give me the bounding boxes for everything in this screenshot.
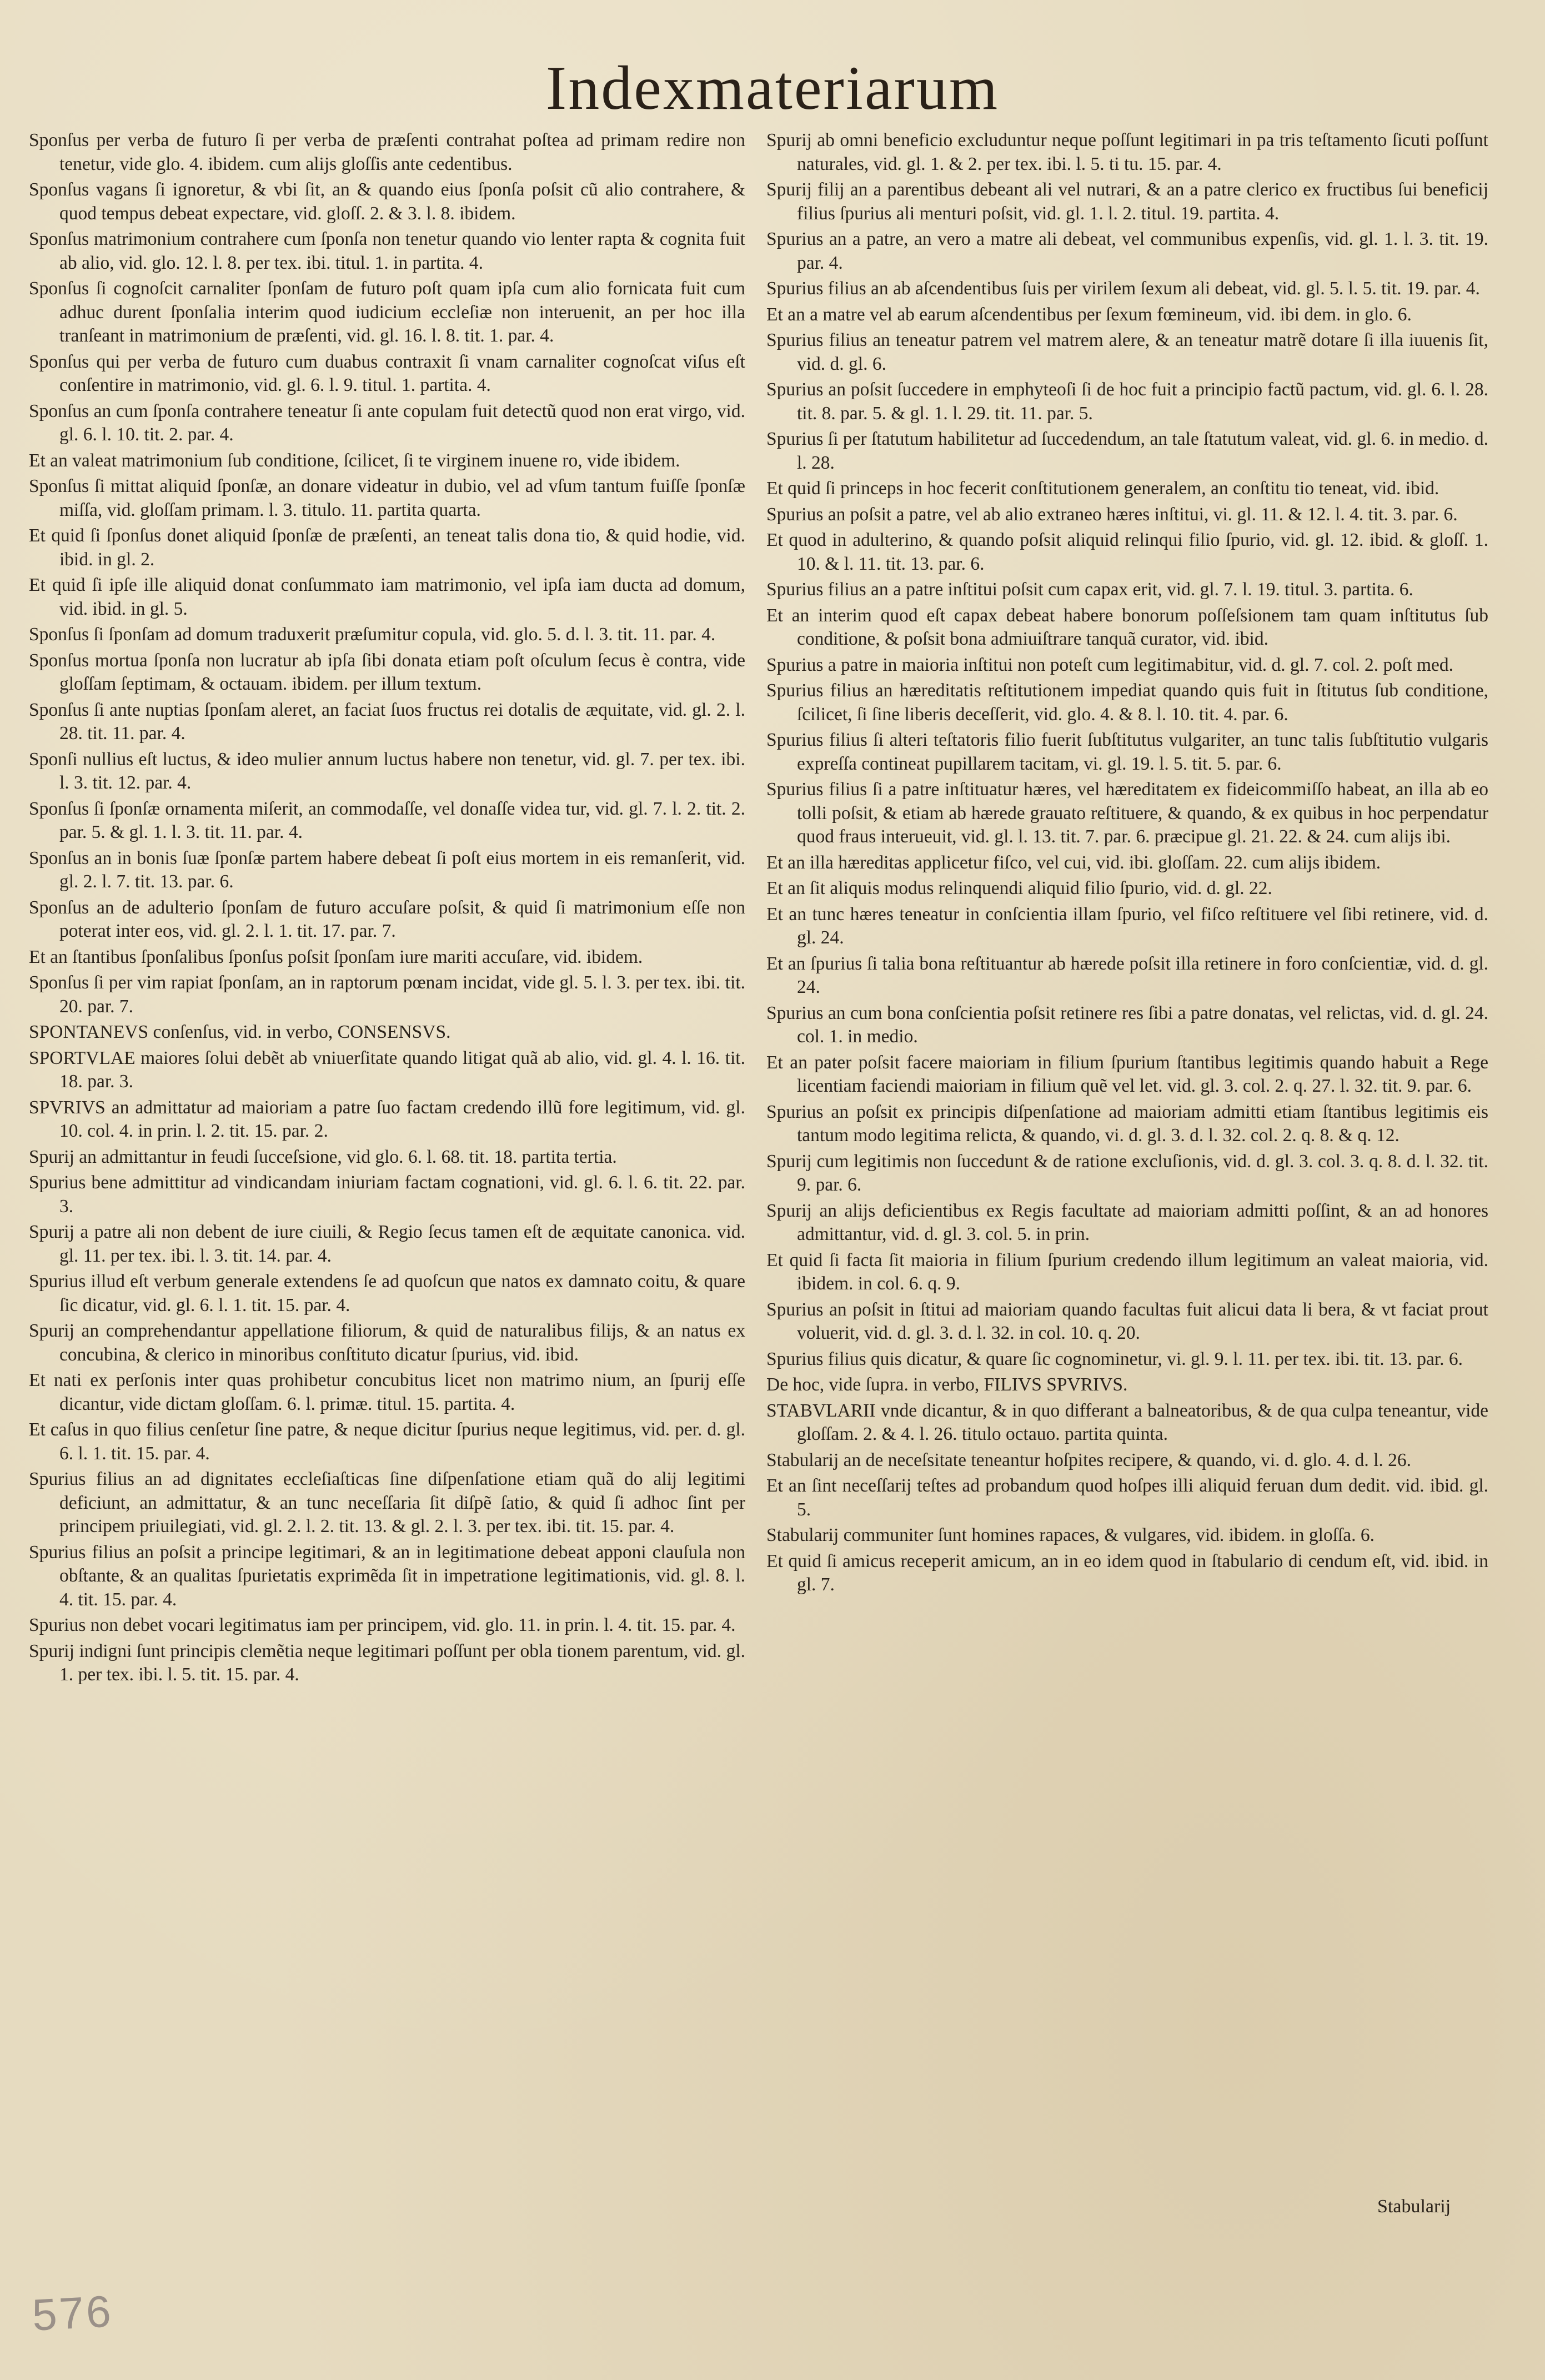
index-entry: Sponſus vagans ſi ignoretur, & vbi ſit, an & quando eius ſponſa poſsit cũ alio contrahere, & quod tempus debeat expectare, vid. gloſſ. 2. & 3. l. 8. ibidem.	[29, 179, 745, 224]
catchword: Stabularij	[1377, 2196, 1451, 2217]
index-entry: SPORTVLAE maiores ſolui debẽt ab vniuerſitate quando litigat quã ab alio, vid. gl. 4. l. 16. tit. 18. par. 3.	[29, 1047, 745, 1092]
index-entry: Spurius bene admittitur ad vindicandam iniuriam factam cognationi, vid. gl. 6. l. 6. tit. 22. par. 3.	[29, 1172, 745, 1217]
index-entry: Spurij cum legitimis non ſuccedunt & de ratione excluſionis, vid. d. gl. 3. col. 3. q. 8. d. l. 32. tit. 9. par. 6.	[766, 1151, 1488, 1195]
index-entry: Spurius ſi per ſtatutum habilitetur ad ſuccedendum, an tale ſtatutum valeat, vid. gl. 6. in medio. d. l. 28.	[766, 429, 1488, 473]
index-entry: Spurij an alijs deficientibus ex Regis facultate ad maioriam admitti poſſint, & an ad honores admittantur, vid. d. gl. 3. col. 5. in prin.	[766, 1200, 1488, 1244]
index-entry: Spurius filius an hæreditatis reſtitutionem impediat quando quis fuit in ſtitutus ſub conditione, ſcilicet, ſi ſine liberis deceſſerit, vid. glo. 4. & 8. l. 10. tit. 4. par. 6.	[766, 680, 1488, 725]
index-entry: Sponſus mortua ſponſa non lucratur ab ipſa ſibi donata etiam poſt oſculum ſecus è contra, vide gloſſam ſeptimam, & octauam. ibidem. per illum textum.	[29, 650, 745, 694]
index-entry: Sponſus ſi ſponſam ad domum traduxerit præſumitur copula, vid. glo. 5. d. l. 3. tit. 11. par. 4.	[29, 624, 716, 645]
index-entry: Spurius filius ſi alteri teſtatoris filio fuerit ſubſtitutus vulgariter, an tunc talis ſubſtitutio vulgaris expreſſa contineat pupillarem tacitam, vi. gl. 19. l. 5. tit. 5. par. 6.	[766, 730, 1488, 774]
index-entry: Spurius an poſsit ex principis diſpenſatione ad maioriam admitti etiam ſtantibus legitimis eis tantum modo legitima relicta, & quando, vi. d. gl. 3. d. l. 32. col. 2. q. 8. & q. 12.	[766, 1101, 1488, 1146]
index-entry: Spurius filius quis dicatur, & quare ſic cognominetur, vi. gl. 9. l. 11. per tex. ibi. tit. 13. par. 6.	[766, 1348, 1463, 1369]
index-entry: Et quid ſi ſponſus donet aliquid ſponſæ de præſenti, an teneat talis dona tio, & quid hodie, vid. ibid. in gl. 2.	[29, 525, 745, 570]
right-column	[766, 129, 1488, 1599]
index-entry: Sponſus an de adulterio ſponſam de futuro accuſare poſsit, & quid ſi matrimonium eſſe non poterat inter eos, vid. gl. 2. l. 1. tit. 17. par. 7.	[29, 897, 745, 941]
index-entry: Et an ſit aliquis modus relinquendi aliquid filio ſpurio, vid. d. gl. 22.	[766, 878, 1272, 898]
index-entry: Sponſus ſi ſponſæ ornamenta miſerit, an commodaſſe, vel donaſſe videa tur, vid. gl. 7. l. 2. tit. 2. par. 5. & gl. 1. l. 3. tit. 11. par. 4.	[29, 798, 745, 842]
index-entry: Spurij indigni ſunt principis clemẽtia neque legitimari poſſunt per obla tionem parentum, vid. gl. 1. per tex. ibi. l. 5. tit. 15. par. 4.	[29, 1640, 745, 1685]
index-entry: Spurij an comprehendantur appellatione filiorum, & quid de naturalibus filijs, & an natus ex concubina, & clerico in minoribus conſtituto dicatur ſpurius, vid. ibid.	[29, 1320, 745, 1365]
index-entry: STABVLARII vnde dicantur, & in quo differant a balneatoribus, & de qua culpa teneantur, vide gloſſam. 2. & 4. l. 26. titulo octauo. partita quinta.	[766, 1400, 1488, 1444]
index-entry: Spurius illud eſt verbum generale extendens ſe ad quoſcun que natos ex damnato coitu, & quare ſic dicatur, vid. gl. 6. l. 1. tit. 15. par. 4.	[29, 1271, 745, 1315]
index-entry: Sponſus an cum ſponſa contrahere teneatur ſi ante copulam fuit detectũ quod non erat virgo, vid. gl. 6. l. 10. tit. 2. par. 4.	[29, 400, 745, 445]
index-entry: Sponſi nullius eſt luctus, & ideo mulier annum luctus habere non tenetur, vid. gl. 7. per tex. ibi. l. 3. tit. 12. par. 4.	[29, 749, 745, 793]
index-entry: Spurius filius an ad dignitates eccleſiaſticas ſine diſpenſatione etiam quã do alij legitimi deficiunt, an admittatur, & an tunc neceſſaria ſit diſpẽ ſatio, & quid ſi adhoc ſint per principem priuilegiati, vid. gl. 2. l. 2. tit. 13. & gl. 2. l. 3. per tex. ibi. tit. 15. par. 4.	[29, 1469, 745, 1537]
index-entry: Spurij a patre ali non debent de iure ciuili, & Regio ſecus tamen eſt de æquitate canonica. vid. gl. 11. per tex. ibi. l. 3. tit. 14. par. 4.	[29, 1222, 745, 1266]
index-entry: Sponſus ſi ante nuptias ſponſam aleret, an faciat ſuos fructus rei dotalis de æquitate, vid. gl. 2. l. 28. tit. 11. par. 4.	[29, 699, 745, 744]
index-entry: Sponſus qui per verba de futuro cum duabus contraxit ſi vnam carnaliter cognoſcat viſus eſt conſentire in matrimonio, vid. gl. 6. l. 9. titul. 1. partita. 4.	[29, 351, 745, 395]
index-entry: Et an pater poſsit facere maioriam in filium ſpurium ſtantibus legitimis quando habuit a Rege licentiam faciendi maioriam in filium quẽ vel let. vid. gl. 3. col. 2. q. 27. l. 32. tit. 9. par. 6.	[766, 1052, 1488, 1096]
index-entry: Et an illa hæreditas applicetur fiſco, vel cui, vid. ibi. gloſſam. 22. cum alijs ibidem.	[766, 852, 1381, 873]
index-entry: Spurius filius ſi a patre inſtituatur hæres, vel hæreditatem ex fideicommiſſo habeat, an illa ab eo tolli poſsit, & etiam ab hærede grauato reſtituere, & quando, & ex quibus in hoc perpendatur quod fraus interueuit, vid. gl. l. 13. tit. 7. par. 6. præcipue gl. 21. 22. & 24. cum alijs ibi.	[766, 779, 1488, 847]
index-entry: Spurij an admittantur in feudi ſucceſsione, vid glo. 6. l. 68. tit. 18. partita tertia.	[29, 1146, 617, 1167]
index-entry: Et an tunc hæres teneatur in conſcientia illam ſpurio, vel fiſco reſtituere vel ſibi retinere, vid. d. gl. 24.	[766, 903, 1488, 948]
index-entry: Spurius an cum bona conſcientia poſsit retinere res ſibi a patre donatas, vel relictas, vid. d. gl. 24. col. 1. in medio.	[766, 1002, 1488, 1047]
index-entry: Sponſus matrimonium contrahere cum ſponſa non tenetur quando vio lenter rapta & cognita fuit ab alio, vid. glo. 12. l. 8. per tex. ibi. titul. 1. in partita. 4.	[29, 229, 745, 273]
index-entry: Spurij filij an a parentibus debeant ali vel nutrari, & an a patre clerico ex fructibus ſui beneficij filius ſpurius ali menturi poſsit, vid. gl. 1. l. 2. titul. 19. partita. 4.	[766, 179, 1488, 224]
index-entry: Stabularij communiter ſunt homines rapaces, & vulgares, vid. ibidem. in gloſſa. 6.	[766, 1525, 1375, 1545]
index-entry: SPONTANEVS conſenſus, vid. in verbo, CONSENSVS.	[29, 1022, 451, 1042]
index-entry: Et quid ſi amicus receperit amicum, an in eo idem quod in ſtabulario di cendum eſt, vid. ibid. in gl. 7.	[766, 1550, 1488, 1595]
index-entry: Et quid ſi princeps in hoc fecerit conſtitutionem generalem, an conſtitu tio teneat, vid. ibid.	[766, 478, 1439, 499]
index-entry: Spurius non debet vocari legitimatus iam per principem, vid. glo. 11. in prin. l. 4. tit. 15. par. 4.	[29, 1615, 736, 1635]
index-entry: Spurius an poſsit ſuccedere in emphyteoſi ſi de hoc fuit a principio factũ pactum, vid. gl. 6. l. 28. tit. 8. par. 5. & gl. 1. l. 29. tit. 11. par. 5.	[766, 379, 1488, 424]
index-entry: Et an ſpurius ſi talia bona reſtituantur ab hærede poſsit illa retinere in foro conſcientiæ, vid. d. gl. 24.	[766, 953, 1488, 997]
index-entry: Sponſus ſi per vim rapiat ſponſam, an in raptorum pœnam incidat, vide gl. 5. l. 3. per tex. ibi. tit. 20. par. 7.	[29, 972, 745, 1017]
index-entry: Et quod in adulterino, & quando poſsit aliquid relinqui filio ſpurio, vid. gl. 12. ibid. & gloſſ. 1. 10. & l. 11. tit. 13. par. 6.	[766, 530, 1488, 574]
index-entry: Et nati ex perſonis inter quas prohibetur concubitus licet non matrimo nium, an ſpurij eſſe dicantur, vide dictam gloſſam. 6. l. primæ. titul. 15. partita. 4.	[29, 1370, 745, 1414]
index-entry: Et an interim quod eſt capax debeat habere bonorum poſſeſsionem tam quam inſtitutus ſub conditione, & poſsit bona admiuiſtrare tanquã curator, vid. ibid.	[766, 605, 1488, 649]
index-entry: Et an ſtantibus ſponſalibus ſponſus poſsit ſponſam iure mariti accuſare, vid. ibidem.	[29, 946, 643, 967]
index-entry: Stabularij an de neceſsitate teneantur hoſpites recipere, & quando, vi. d. glo. 4. d. l. 26.	[766, 1449, 1412, 1470]
index-entry: Spurius a patre in maioria inſtitui non poteſt cum legitimabitur, vid. d. gl. 7. col. 2. poſt med.	[766, 654, 1454, 675]
index-entry: Et an ſint neceſſarij teſtes ad probandum quod hoſpes illi aliquid feruan dum dedit. vid. ibid. gl. 5.	[766, 1475, 1488, 1520]
index-entry: SPVRIVS an admittatur ad maioriam a patre ſuo factam credendo illũ fore legitimum, vid. gl. 10. col. 4. in prin. l. 2. tit. 15. par. 2.	[29, 1097, 745, 1141]
index-entry: Et quid ſi ipſe ille aliquid donat conſummato iam matrimonio, vel ipſa iam ducta ad domum, vid. ibid. in gl. 5.	[29, 575, 745, 619]
index-entry: Et quid ſi facta ſit maioria in filium ſpurium credendo illum legitimum an valeat maioria, vid. ibidem. in col. 6. q. 9.	[766, 1249, 1488, 1294]
index-entry: Sponſus ſi mittat aliquid ſponſæ, an donare videatur in dubio, vel ad vſum tantum fuiſſe ſponſæ miſſa, vid. gloſſam primam. l. 3. titulo. 11. partita quarta.	[29, 476, 745, 520]
running-header: Indexmateriarum	[545, 54, 1000, 123]
index-entry: Spurius filius an a patre inſtitui poſsit cum capax erit, vid. gl. 7. l. 19. titul. 3. partita. 6.	[766, 579, 1413, 600]
index-entry: Sponſus an in bonis ſuæ ſponſæ partem habere debeat ſi poſt eius mortem in eis remanſerit, vid. gl. 2. l. 7. tit. 13. par. 6.	[29, 847, 745, 892]
index-entry: Et an a matre vel ab earum aſcendentibus per ſexum fœmineum, vid. ibi dem. in glo. 6.	[766, 304, 1412, 325]
index-entry: Et caſus in quo filius cenſetur ſine patre, & neque dicitur ſpurius neque legitimus, vid. per. d. gl. 6. l. 1. tit. 15. par. 4.	[29, 1419, 745, 1464]
index-entry: Sponſus per verba de futuro ſi per verba de præſenti contrahat poſtea ad primam redire non tenetur, vide glo. 4. ibidem. cum alijs gloſſis ante cedentibus.	[29, 130, 745, 174]
index-entry: De hoc, vide ſupra. in verbo, FILIVS SPVRIVS.	[766, 1374, 1128, 1395]
index-entry: Spurius filius an poſsit a principe legitimari, & an in legitimatione debeat apponi clauſula non obſtante, & an qualitas ſpurietatis exprimẽda ſit in impetratione legitimationis, vid. gl. 8. l. 4. tit. 15. par. 4.	[29, 1542, 745, 1610]
index-entry: Spurius an poſsit in ſtitui ad maioriam quando facultas fuit alicui data li bera, & vt faciat prout voluerit, vid. d. gl. 3. d. l. 32. in col. 10. q. 20.	[766, 1299, 1488, 1343]
index-entry: Spurius an a patre, an vero a matre ali debeat, vel communibus expenſis, vid. gl. 1. l. 3. tit. 19. par. 4.	[766, 229, 1488, 273]
left-column	[29, 129, 745, 1689]
index-entry: Sponſus ſi cognoſcit carnaliter ſponſam de futuro poſt quam ipſa cum alio fornicata fuit cum adhuc durent ſponſalia interim quod iudicium eccleſiæ non interuenit, an per hoc illa tranſeant in matrimonium de præſenti, vid. gl. 16. l. 8. tit. 1. par. 4.	[29, 278, 745, 346]
index-entry: Spurij ab omni beneficio excluduntur neque poſſunt legitimari in pa tris teſtamento ſicuti poſſunt naturales, vid. gl. 1. & 2. per tex. ibi. l. 5. ti tu. 15. par. 4.	[766, 130, 1488, 174]
folio-mark: 576	[31, 2286, 114, 2340]
index-entry: Et an valeat matrimonium ſub conditione, ſcilicet, ſi te virginem inuene ro, vide ibidem.	[29, 450, 680, 471]
index-entry: Spurius an poſsit a patre, vel ab alio extraneo hæres inſtitui, vi. gl. 11. & 12. l. 4. tit. 3. par. 6.	[766, 504, 1458, 525]
index-entry: Spurius filius an ab aſcendentibus ſuis per virilem ſexum ali debeat, vid. gl. 5. l. 5. tit. 19. par. 4.	[766, 278, 1480, 299]
index-entry: Spurius filius an teneatur patrem vel matrem alere, & an teneatur matrẽ dotare ſi illa iuuenis ſit, vid. d. gl. 6.	[766, 330, 1488, 374]
